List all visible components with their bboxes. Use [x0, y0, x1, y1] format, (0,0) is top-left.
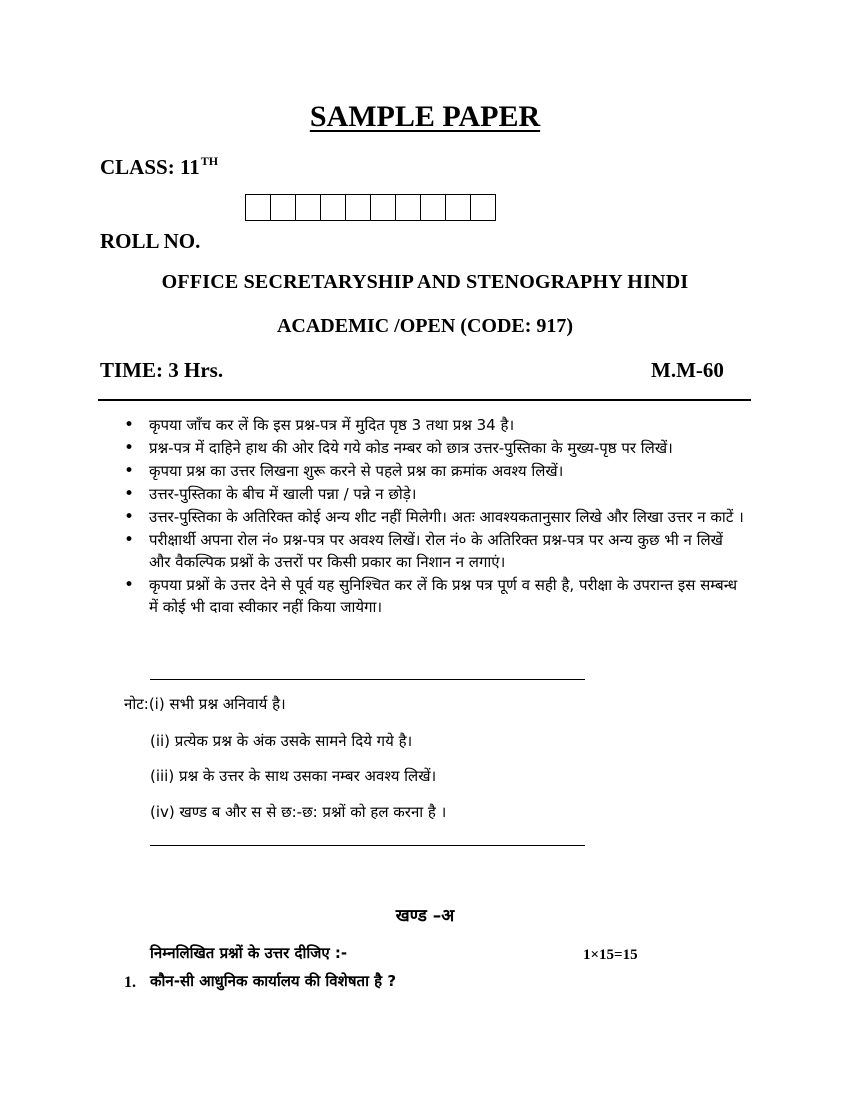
roll-number-boxes[interactable] — [245, 194, 496, 221]
instruction-item: • उत्तर-पुस्तिका के बीच में खाली पन्ना / पन्ने न छोड़े। — [124, 483, 749, 505]
roll-digit-box[interactable] — [271, 195, 296, 220]
note-3: (iii) प्रश्न के उत्तर के साथ उसका नम्बर अवश्य लिखें। — [150, 767, 437, 785]
subject-code: ACADEMIC /OPEN (CODE: 917) — [276, 315, 574, 337]
roll-digit-box[interactable] — [471, 195, 495, 220]
class-label — [100, 154, 218, 180]
paper-title: SAMPLE PAPER — [309, 100, 541, 133]
class-superscript: TH — [200, 154, 219, 168]
roll-number-label: ROLL NO. — [100, 229, 201, 253]
roll-digit-box[interactable] — [421, 195, 446, 220]
subject-title: OFFICE SECRETARYSHIP AND STENOGRAPHY HINDI — [161, 271, 689, 293]
instruction-item: • कृपया जाँच कर लें कि इस प्रश्न-पत्र में मुदित पृष्ठ 3 तथा प्रश्न 34 है। — [124, 414, 749, 436]
roll-digit-box[interactable] — [396, 195, 421, 220]
roll-digit-box[interactable] — [346, 195, 371, 220]
roll-digit-box[interactable] — [246, 195, 271, 220]
notes-divider — [150, 845, 585, 846]
note-4: (iv) खण्ड ब और स से छ:-छ: प्रश्नों को हल करना है । — [150, 803, 447, 821]
section-instruction: निम्नलिखित प्रश्नों के उत्तर दीजिए :- — [150, 944, 348, 962]
class-text: CLASS: 11 — [100, 155, 200, 179]
roll-digit-box[interactable] — [321, 195, 346, 220]
note-1: नोट:(i) सभी प्रश्न अनिवार्य है। — [124, 695, 286, 713]
header-divider — [98, 399, 751, 401]
roll-digit-box[interactable] — [296, 195, 321, 220]
instructions-list — [124, 414, 749, 619]
instruction-item: • कृपया प्रश्नों के उत्तर देने से पूर्व यह सुनिश्चित कर लें कि प्रश्न पत्र पूर्ण व सही है, परीक्षा के उपरान्त इस सम्बन्ध में कोई भी दावा स्वीकार नहीं किया जायेगा। — [124, 574, 749, 618]
instructions-divider — [150, 679, 585, 680]
section-marks: 1×15=15 — [583, 947, 638, 963]
time-allowed: TIME: 3 Hrs. — [100, 358, 224, 382]
roll-digit-box[interactable] — [446, 195, 471, 220]
maximum-marks: M.M-60 — [651, 358, 724, 382]
note-2: (ii) प्रत्येक प्रश्न के अंक उसके सामने दिये गये है। — [150, 732, 413, 750]
instruction-item: • प्रश्न-पत्र में दाहिने हाथ की ओर दिये गये कोड नम्बर को छात्र उत्तर-पुस्तिका के मुख्य-पृष्ठ पर लिखें। — [124, 437, 749, 459]
instruction-item: • उत्तर-पुस्तिका के अतिरिक्त कोई अन्य शीट नहीं मिलेगी। अतः आवश्यकतानुसार लिखे और लिखा उत्तर न काटें । — [124, 506, 749, 528]
instruction-item: • परीक्षार्थी अपना रोल नं० प्रश्न-पत्र पर अवश्य लिखें। रोल नं० के अतिरिक्त प्रश्न-पत्र पर अन्य कुछ भी न लिखें और वैकल्पिक प्रश्नों के उत्तरों पर किसी प्रकार का निशान न लगाएं। — [124, 529, 749, 573]
question-text: कौन-सी आधुनिक कार्यालय की विशेषता है ? — [150, 972, 397, 990]
roll-digit-box[interactable] — [371, 195, 396, 220]
question-number: 1. — [124, 974, 136, 991]
instruction-item: • कृपया प्रश्न का उत्तर लिखना शुरू करने से पहले प्रश्न का क्रमांक अवश्य लिखें। — [124, 460, 749, 482]
section-heading: खण्ड –अ — [395, 906, 455, 926]
